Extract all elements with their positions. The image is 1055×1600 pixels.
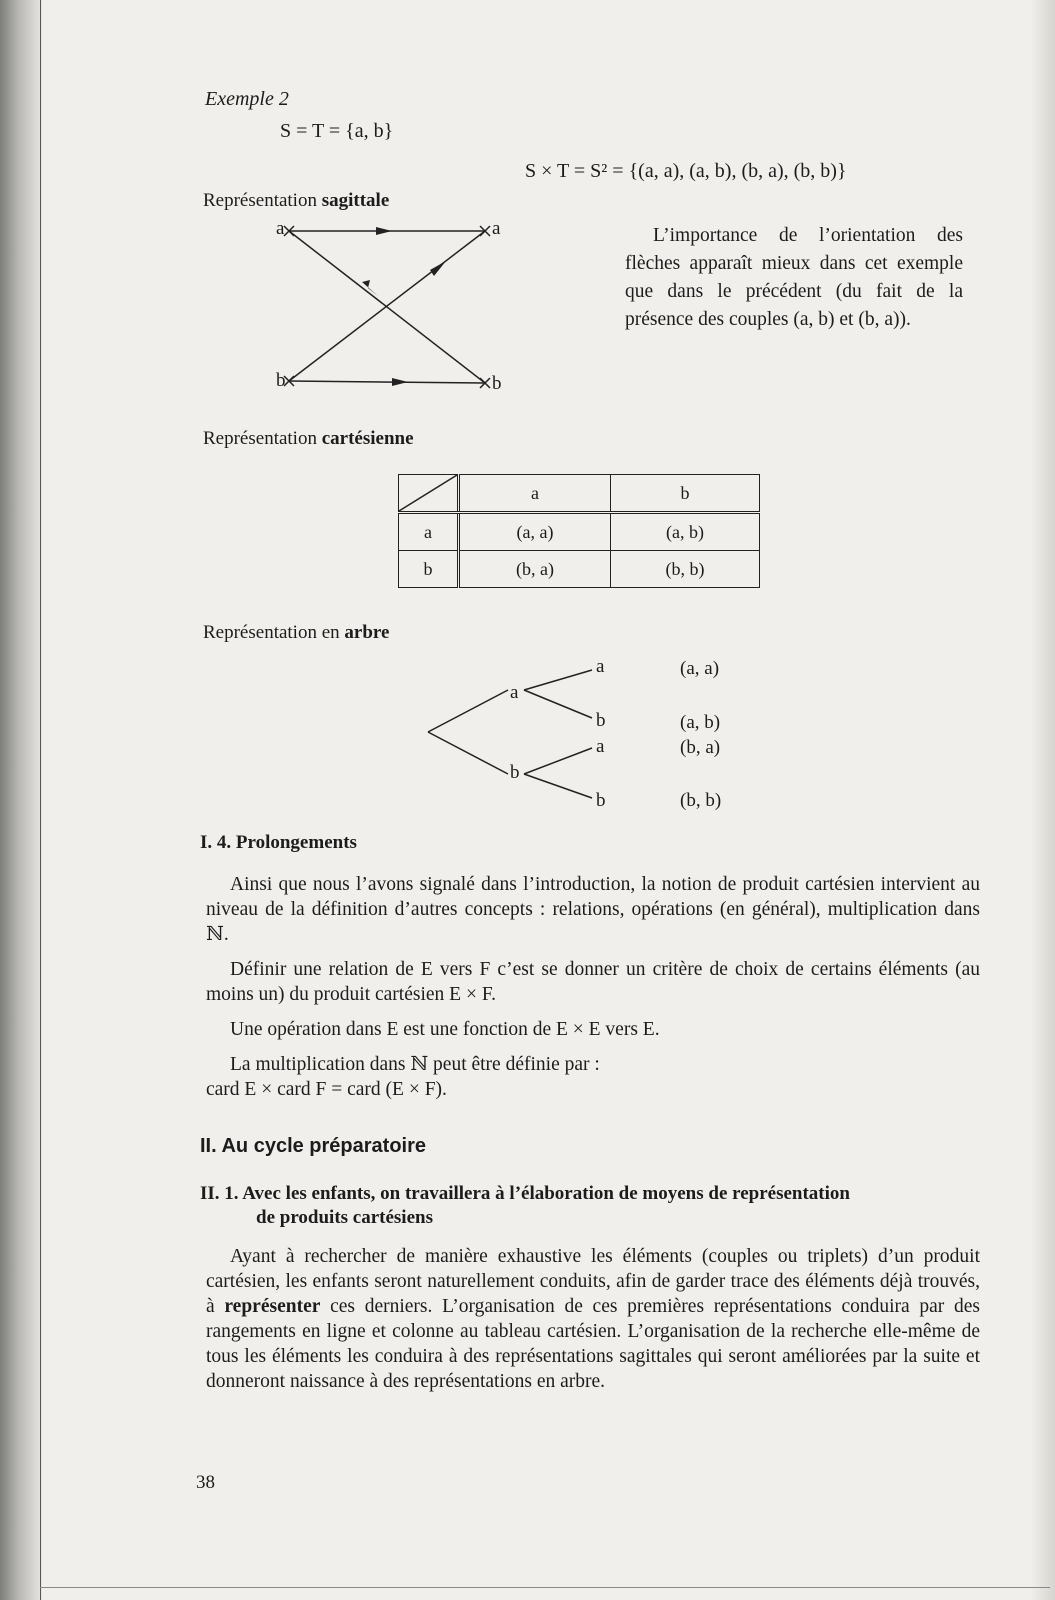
table-row-label-a: a <box>399 513 459 551</box>
table-cell-b-a: (b, a) <box>459 551 611 588</box>
sagittal-left-label-a: a <box>276 218 285 239</box>
section-ii1-heading-line1: II. 1. Avec les enfants, on travaillera à l’élaboration de moyens de représentation <box>200 1183 850 1204</box>
tree-branch-root-b <box>428 732 508 774</box>
tree-pair-ab: (a, b) <box>680 712 721 733</box>
table-cell-a-b: (a, b) <box>611 513 760 551</box>
table-cell-a-a: (a, a) <box>459 513 611 551</box>
section-ii-heading: II. Au cycle préparatoire <box>200 1135 427 1157</box>
cartesian-product-formula: S × T = S² = {(a, a), (a, b), (b, a), (b, b)} <box>525 160 847 182</box>
sagittal-right-label-b: b <box>492 373 502 394</box>
section-i4-paragraph-4b: card E × card F = card (E × F). <box>206 1079 447 1100</box>
section-i4-paragraph-1: Ainsi que nous l’avons signalé dans l’introduction, la notion de produit cartésien intervient au niveau de la définition d’autres concepts : relations, opérations (en général), multiplication dans ℕ. <box>206 874 980 945</box>
section-i4-paragraph-4a: La multiplication dans ℕ peut être définie par : <box>230 1054 600 1075</box>
section-i4-paragraph-2: Définir une relation de E vers F c’est se donner un critère de choix de certains éléments (au moins un) du produit cartésien E × F. <box>206 959 980 1005</box>
tree-leaf-4: b <box>596 790 606 811</box>
sagittal-right-label-a: a <box>492 218 501 239</box>
tree-pair-bb: (b, b) <box>680 790 722 811</box>
tree-branch-a-b <box>524 690 592 718</box>
sagittal-diagram <box>280 218 520 398</box>
sets-definition: S = T = {a, b} <box>280 120 394 142</box>
table-header-b: b <box>611 475 760 513</box>
section-ii1-heading-line2: de produits cartésiens <box>256 1207 433 1228</box>
tree-branch-a-a <box>524 670 592 690</box>
page-bottom-line <box>40 1587 1050 1588</box>
tree-pair-ba: (b, a) <box>680 737 721 758</box>
tree-node-b: b <box>510 762 520 783</box>
tree-node-a: a <box>510 682 519 703</box>
tree-branch-b-b <box>524 774 592 798</box>
sagittal-heading: Représentation sagittale <box>203 190 390 211</box>
cartesian-heading: Représentation cartésienne <box>203 428 414 449</box>
cartesian-table <box>398 474 760 588</box>
tree-leaf-3: a <box>596 736 605 757</box>
section-ii1-body <box>206 1244 980 1394</box>
page-edge-shadow <box>1031 0 1055 1600</box>
section-i4-heading: I. 4. Prolongements <box>200 832 357 853</box>
table-row-label-b: b <box>399 551 459 588</box>
section-ii1-paragraph: Ayant à rechercher de manière exhaustive les éléments (couples ou triplets) d’un produit cartésien, les enfants seront naturellement conduits, afin de garder trace des éléments déjà trouvés, à représenter ces derniers. L’organisation de ces premières représentations conduira par des rangements en ligne et colonne au tableau cartésien. L’organisation de la recherche elle-même de tous les éléments les conduira à des représentations sagittales qui seront améliorées par la suite et donneront naissance à des représentations en arbre. <box>206 1246 981 1392</box>
page-edge-line <box>40 0 41 1600</box>
page-binding-shadow <box>0 0 42 1600</box>
tree-leaf-1: a <box>596 656 605 677</box>
example-title: Exemple 2 <box>205 88 289 110</box>
tree-pair-aa: (a, a) <box>680 658 720 679</box>
table-cell-b-b: (b, b) <box>611 551 760 588</box>
tree-diagram <box>420 660 620 820</box>
tree-heading: Représentation en arbre <box>203 622 390 643</box>
tree-leaf-2: b <box>596 710 606 731</box>
table-header-a: a <box>459 475 611 513</box>
page-number: 38 <box>196 1472 215 1493</box>
tree-branch-b-a <box>524 748 592 774</box>
table-corner-diagonal <box>399 475 457 511</box>
sagittal-left-label-b: b <box>276 370 286 391</box>
section-i4-body <box>206 872 980 1102</box>
sagittal-note: L’importance de l’orientation des flèches apparaît mieux dans cet exemple que dans le précédent (du fait de la présence des couples (a, b) et (b, a)). <box>625 225 963 330</box>
arrow-b-to-b <box>289 381 485 383</box>
section-i4-paragraph-3: Une opération dans E est une fonction de E × E vers E. <box>230 1019 660 1040</box>
table-corner-cell <box>399 475 459 513</box>
tree-branch-root-a <box>428 690 508 732</box>
